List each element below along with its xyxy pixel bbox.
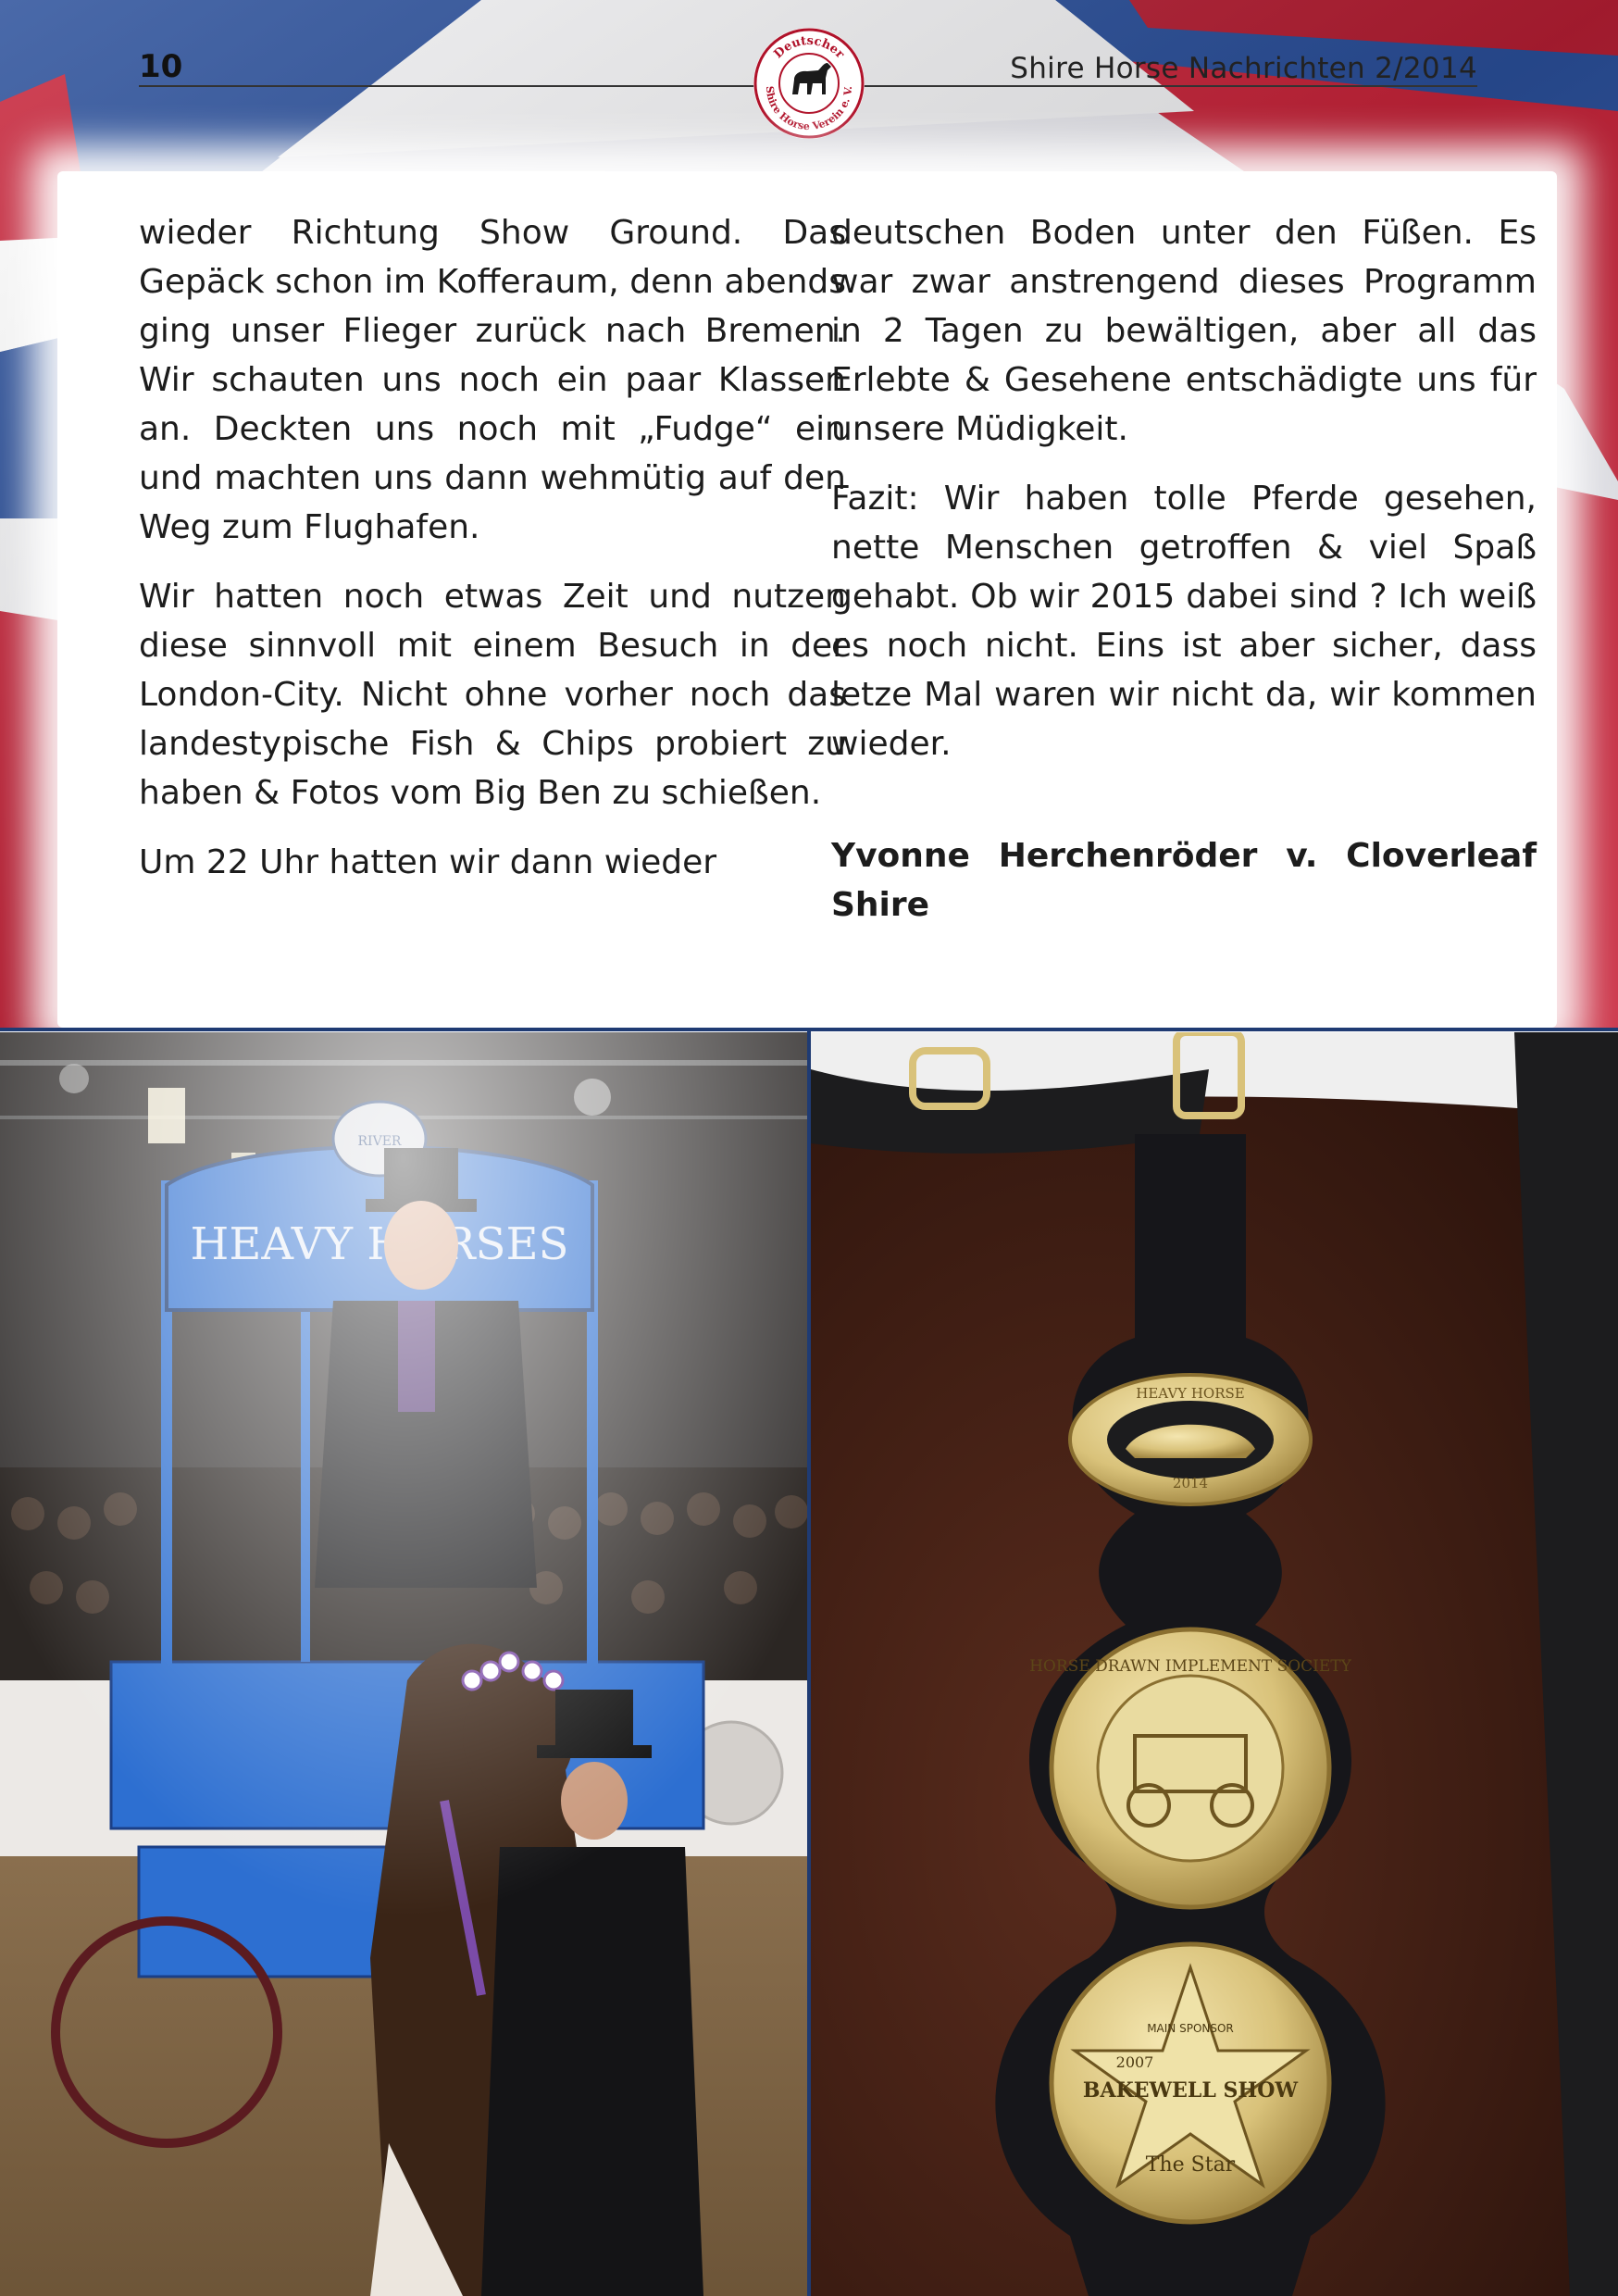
brass-bottom-star: The Star	[1145, 2153, 1236, 2177]
logo-text-top: Deutscher	[771, 33, 847, 62]
brass-top-text: HEAVY HORSE	[1136, 1385, 1245, 1402]
paragraph: wieder Richtung Show Ground. Das Gepäck schon im Kofferaum, denn abends ging unser Flieger zurück nach Bremen. Wir schauten uns noch ein paar Klassen an. Deckten uns noch mit „Fudge“ ein und machten uns dann wehmütig auf den Weg zum Flughafen.	[139, 214, 846, 546]
horse-brass-bottom	[1052, 1944, 1329, 2222]
association-logo	[752, 26, 866, 141]
logo-text-bottom: Shire Horse Verein e. V.	[763, 85, 855, 133]
brass-middle-text: HORSE DRAWN IMPLEMENT SOCIETY	[1029, 1657, 1351, 1676]
brass-bottom-year: 2007	[1115, 2053, 1154, 2071]
brass-bottom-show: BAKEWELL SHOW	[1082, 2078, 1299, 2103]
article-author: Yvonne Herchenröder v. Cloverleaf Shire	[831, 837, 1537, 924]
article-panel	[57, 171, 1557, 1028]
brass-top-year: 2014	[1172, 1475, 1209, 1491]
article-column-left	[139, 208, 846, 907]
page-number: 10	[139, 48, 183, 85]
brass-bottom-sponsor: MAIN SPONSOR	[1147, 2022, 1234, 2035]
paragraph: Fazit: Wir haben tolle Pferde gesehen, nette Menschen getroffen & viel Spaß gehabt. Ob wir 2015 dabei sind ? Ich weiß es noch nicht. Eins ist aber sicher, dass letze Mal waren wir nicht da, wir kommen wieder.	[831, 480, 1537, 763]
photo-horse-brasses	[811, 1032, 1618, 2296]
article-column-right	[831, 208, 1537, 950]
paragraph: deutschen Boden unter den Füßen. Es war zwar anstrengend dieses Programm in 2 Tagen zu bewältigen, aber all das Erlebte & Gesehene entschädigte uns für unsere Müdigkeit.	[831, 214, 1537, 448]
publication-title: Shire Horse Nachrichten 2/2014	[1010, 52, 1477, 85]
horse-brass-top	[1070, 1375, 1311, 1504]
paragraph: Wir hatten noch etwas Zeit und nutzen diese sinnvoll mit einem Besuch in der London-City. Nicht ohne vorher noch das landestypische Fish & Chips probiert zu haben & Fotos vom Big Ben zu schießen.	[139, 578, 846, 812]
photo-carriage-driving	[0, 1032, 807, 2296]
paragraph: Um 22 Uhr hatten wir dann wieder	[139, 843, 717, 881]
